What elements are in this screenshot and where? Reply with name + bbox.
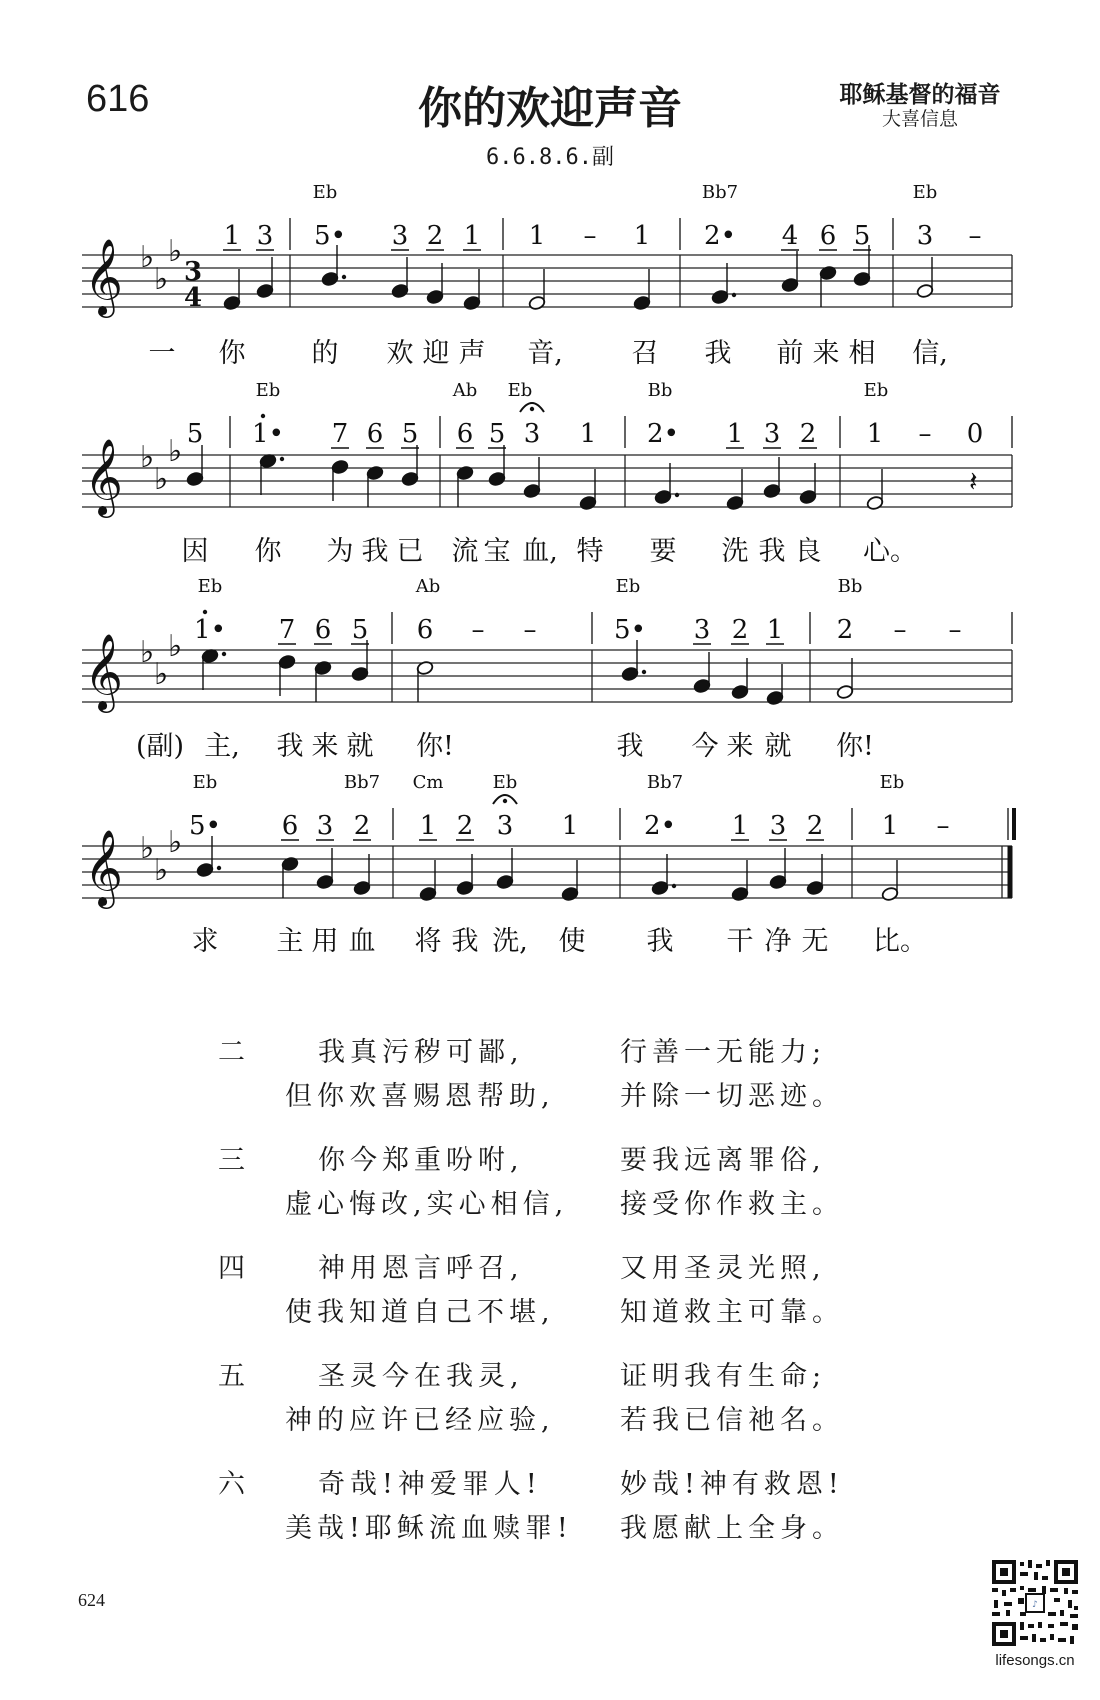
chord-symbol: Eb (879, 772, 905, 793)
lyric-syllable: 已 (396, 536, 424, 567)
jianpu-note: 1 (463, 221, 481, 251)
notehead (693, 678, 711, 693)
jianpu-note: 6 (416, 615, 434, 645)
lyric-syllable: 我 (361, 536, 389, 567)
jianpu-note: 2 (836, 615, 854, 645)
chord-symbol: Ab (415, 576, 441, 597)
jianpu-note: 5 (488, 419, 506, 449)
lyric-syllable: 净 (764, 926, 792, 957)
lyric-syllable: 前 (776, 338, 804, 369)
verse-number: 四 (218, 1253, 245, 1284)
jianpu-note: 6 (456, 419, 474, 449)
lyric-syllable: 相 (848, 338, 876, 369)
notehead (316, 874, 334, 889)
notehead (711, 289, 729, 304)
notehead (196, 862, 214, 877)
jianpu-note: 6 (366, 419, 384, 449)
lyric-syllable: 使 (558, 926, 586, 957)
jianpu-note: 3 (916, 221, 934, 251)
flat-sign-icon: ♭ (140, 635, 155, 670)
lyric-syllable: 今 (691, 731, 719, 762)
treble-clef-icon: 𝄞 (84, 438, 124, 515)
verse-line: 并除一切恶迹。 (620, 1081, 844, 1112)
jianpu-note: – (583, 221, 597, 251)
chord-symbol: Bb (647, 380, 673, 401)
lyric-syllable: 你! (836, 731, 874, 762)
jianpu-note: 4 (781, 221, 799, 251)
jianpu-note: 5 (401, 419, 419, 449)
flat-sign-icon: ♭ (140, 831, 155, 866)
verse-line: 使我知道自己不堪, (285, 1297, 555, 1328)
jianpu-note: 2• (704, 221, 736, 251)
jianpu-note: 2 (731, 615, 749, 645)
lyric-syllable: 血 (348, 926, 376, 957)
lyric-syllable: 声 (458, 338, 486, 369)
chord-symbol: Eb (507, 380, 533, 401)
jianpu-note: 6 (314, 615, 332, 645)
jianpu-note: – (893, 615, 907, 645)
lyric-syllable: 我 (646, 926, 674, 957)
jianpu-note: 7 (331, 419, 349, 449)
jianpu-note: – (918, 419, 932, 449)
flat-sign-icon: ♭ (154, 462, 169, 497)
time-signature-bottom: 4 (184, 283, 203, 313)
category-label: 耶稣基督的福音 (839, 82, 1001, 108)
jianpu-note: 2• (644, 811, 676, 841)
page-number: 624 (78, 1590, 105, 1610)
jianpu-note: 3 (496, 811, 514, 841)
lyric-syllable: 我 (704, 338, 732, 369)
lyric-syllable: 就 (764, 731, 792, 762)
jianpu-note: 1 (726, 419, 744, 449)
jianpu-note: 6 (819, 221, 837, 251)
flat-sign-icon: ♭ (168, 825, 183, 860)
lyric-syllable: 流 (451, 536, 479, 567)
lyric-syllable: 我 (616, 731, 644, 762)
jianpu-note: 0 (966, 419, 984, 449)
high-octave-dot (203, 610, 207, 614)
notehead (353, 880, 371, 895)
jianpu-note: 5 (351, 615, 369, 645)
verse-line: 你今郑重吩咐, (318, 1145, 524, 1176)
jianpu-note: 1 (223, 221, 241, 251)
chord-symbol: Cm (412, 772, 444, 793)
lyric-syllable: 用 (311, 926, 339, 957)
lyric-syllable: 欢 (386, 338, 414, 369)
chord-symbol: Eb (615, 576, 641, 597)
lyric-syllable: 无 (801, 926, 829, 957)
lyric-syllable: 音, (527, 338, 563, 369)
notehead (256, 283, 274, 298)
jianpu-note: – (968, 221, 982, 251)
lyric-syllable: 干 (726, 926, 754, 957)
lyric-syllable: (副) (135, 731, 185, 762)
jianpu-note: 1 (528, 221, 546, 251)
jianpu-note: 1 (731, 811, 749, 841)
chord-symbol: Eb (492, 772, 518, 793)
chord-symbol: Eb (192, 772, 218, 793)
lyric-syllable: 来 (812, 338, 840, 369)
notehead (496, 874, 514, 889)
verse-line: 要我远离罪俗, (620, 1145, 826, 1176)
lyric-syllable: 比。 (873, 926, 927, 957)
dot-icon (672, 884, 676, 888)
jianpu-note: 2 (799, 419, 817, 449)
jianpu-note: 3 (693, 615, 711, 645)
verse-number: 三 (218, 1145, 245, 1176)
notehead (391, 283, 409, 298)
lyric-syllable: 来 (311, 731, 339, 762)
dot-icon (222, 652, 226, 656)
notehead (654, 489, 672, 504)
subcategory-label: 大喜信息 (881, 108, 958, 130)
verse-line: 行善一无能力; (620, 1037, 827, 1068)
lyric-syllable: 求 (191, 926, 219, 957)
chord-symbol: Ab (452, 380, 478, 401)
jianpu-note: 5• (314, 221, 346, 251)
verse-line: 接受你作救主。 (620, 1189, 844, 1220)
qr-code-icon (990, 1558, 1080, 1648)
notehead (763, 483, 781, 498)
verse-line: 妙哉!神有救恩! (620, 1469, 844, 1500)
lyric-syllable: 迎 (422, 338, 450, 369)
fermata-dot (530, 407, 534, 411)
jianpu-note: 1• (194, 615, 226, 645)
verse-line: 证明我有生命; (620, 1361, 827, 1392)
lyric-syllable: 就 (346, 731, 374, 762)
dot-icon (342, 275, 346, 279)
treble-clef-icon: 𝄞 (84, 633, 124, 710)
jianpu-note: 3 (523, 419, 541, 449)
svg-text:♪: ♪ (1032, 1600, 1038, 1610)
flat-sign-icon: ♭ (154, 262, 169, 297)
jianpu-note: 6 (281, 811, 299, 841)
notehead (331, 459, 349, 474)
notehead (579, 495, 597, 510)
jianpu-note: 3 (316, 811, 334, 841)
verse-line: 圣灵今在我灵, (318, 1361, 524, 1392)
flat-sign-icon: ♭ (140, 440, 155, 475)
treble-clef-icon: 𝄞 (84, 829, 124, 906)
notehead (651, 880, 669, 895)
jianpu-note: 3 (769, 811, 787, 841)
jianpu-note: 2• (647, 419, 679, 449)
lyric-syllable: 你! (416, 731, 454, 762)
notehead (731, 886, 749, 901)
lyric-syllable: 我 (451, 926, 479, 957)
jianpu-note: 5• (189, 811, 221, 841)
jianpu-note: 1 (561, 811, 579, 841)
notehead (351, 666, 369, 681)
verse-line: 美哉!耶稣流血赎罪! (285, 1513, 573, 1544)
jianpu-note: 1 (633, 221, 651, 251)
chord-symbol: Eb (863, 380, 889, 401)
chord-symbol: Bb7 (343, 772, 381, 793)
lyric-syllable: 心。 (863, 536, 917, 567)
notehead (853, 271, 871, 286)
notehead (523, 483, 541, 498)
notehead (463, 295, 481, 310)
verse-number: 二 (218, 1037, 245, 1068)
lyric-syllable: 宝 (483, 536, 511, 567)
chord-symbol: Bb7 (701, 182, 739, 203)
meter-label: 6.6.8.6.副 (486, 145, 614, 170)
lyric-syllable: 我 (276, 731, 304, 762)
hymn-number: 616 (86, 78, 150, 120)
verse-line: 虚心悔改,实心相信, (285, 1189, 569, 1220)
chord-symbol: Eb (255, 380, 281, 401)
lyric-syllable: 因 (181, 536, 209, 567)
verse-line: 又用圣灵光照, (620, 1253, 826, 1284)
notehead (806, 880, 824, 895)
jianpu-note: 2 (806, 811, 824, 841)
notehead (916, 283, 934, 298)
jianpu-note: 1 (866, 419, 884, 449)
notehead (621, 666, 639, 681)
notehead (401, 471, 419, 486)
jianpu-note: 2 (353, 811, 371, 841)
notehead (633, 295, 651, 310)
notehead (456, 880, 474, 895)
verse-line: 但你欢喜赐恩帮助, (285, 1081, 555, 1112)
time-signature-top: 3 (184, 257, 203, 287)
lyric-syllable: 洗 (721, 536, 749, 567)
notehead (321, 271, 339, 286)
jianpu-note: 2 (426, 221, 444, 251)
lyric-syllable: 主, (204, 731, 240, 762)
notehead (866, 495, 884, 510)
dot-icon (732, 293, 736, 297)
notehead (769, 874, 787, 889)
flat-sign-icon: ♭ (168, 629, 183, 664)
notehead (528, 295, 546, 310)
website-label: lifesongs.cn (995, 1652, 1075, 1669)
jianpu-note: – (948, 615, 962, 645)
lyric-syllable: 特 (576, 536, 604, 567)
jianpu-note: – (471, 615, 485, 645)
flat-sign-icon: ♭ (168, 434, 183, 469)
verse-line: 我真污秽可鄙, (318, 1037, 524, 1068)
flat-sign-icon: ♭ (154, 657, 169, 692)
lyric-syllable: 我 (758, 536, 786, 567)
verse-line: 知道救主可靠。 (620, 1297, 844, 1328)
jianpu-note: – (523, 615, 537, 645)
verse-number: 六 (218, 1469, 245, 1500)
treble-clef-icon: 𝄞 (84, 238, 124, 315)
flat-sign-icon: ♭ (154, 853, 169, 888)
lyric-syllable: 的 (311, 338, 339, 369)
notehead (881, 886, 899, 901)
notehead (419, 886, 437, 901)
verse-line: 神的应许已经应验, (285, 1405, 555, 1436)
chord-symbol: Bb7 (646, 772, 684, 793)
chord-symbol: Eb (197, 576, 223, 597)
jianpu-note: – (936, 811, 950, 841)
jianpu-note: 5 (853, 221, 871, 251)
lyric-syllable: 你 (218, 338, 246, 369)
notehead (186, 471, 204, 486)
dot-icon (675, 493, 679, 497)
rest-icon: 𝄽 (969, 465, 978, 498)
notehead (278, 654, 296, 669)
hymn-title: 你的欢迎声音 (418, 83, 682, 134)
jianpu-note: 2 (456, 811, 474, 841)
lyric-syllable: 一 (148, 338, 176, 369)
high-octave-dot (261, 414, 265, 418)
lyric-syllable: 将 (414, 926, 442, 957)
chord-symbol: Bb (837, 576, 863, 597)
lyric-syllable: 来 (726, 731, 754, 762)
dot-icon (280, 457, 284, 461)
dot-icon (642, 670, 646, 674)
lyric-syllable: 召 (631, 338, 659, 369)
lyric-syllable: 你 (254, 536, 282, 567)
notehead (726, 495, 744, 510)
verse-line: 若我已信祂名。 (620, 1405, 844, 1436)
notehead (836, 684, 854, 699)
jianpu-note: 1• (252, 419, 284, 449)
lyric-syllable: 洗, (492, 926, 528, 957)
jianpu-note: 1 (419, 811, 437, 841)
notehead (488, 471, 506, 486)
lyric-syllable: 要 (649, 536, 677, 567)
lyric-syllable: 血, (522, 536, 558, 567)
lyric-syllable: 信, (912, 338, 948, 369)
notehead (561, 886, 579, 901)
verse-line: 我愿献上全身。 (620, 1513, 844, 1544)
jianpu-note: 7 (278, 615, 296, 645)
notehead (223, 295, 241, 310)
fermata-dot (503, 799, 507, 803)
notehead (766, 690, 784, 705)
jianpu-note: 5 (186, 419, 204, 449)
flat-sign-icon: ♭ (140, 240, 155, 275)
jianpu-note: 1 (766, 615, 784, 645)
verse-number: 五 (218, 1361, 245, 1392)
chord-symbol: Eb (312, 182, 338, 203)
notehead (799, 489, 817, 504)
notehead (781, 277, 799, 292)
flat-sign-icon: ♭ (168, 234, 183, 269)
verse-line: 奇哉!神爱罪人! (318, 1469, 542, 1500)
jianpu-note: 5• (614, 615, 646, 645)
notehead (731, 684, 749, 699)
lyric-syllable: 主 (276, 926, 304, 957)
notehead (426, 289, 444, 304)
dot-icon (217, 866, 221, 870)
lyric-syllable: 良 (794, 536, 822, 567)
chord-symbol: Eb (912, 182, 938, 203)
verse-line: 神用恩言呼召, (318, 1253, 524, 1284)
jianpu-note: 3 (763, 419, 781, 449)
lyric-syllable: 为 (326, 536, 354, 567)
jianpu-note: 1 (881, 811, 899, 841)
jianpu-note: 3 (256, 221, 274, 251)
jianpu-note: 1 (579, 419, 597, 449)
jianpu-note: 3 (391, 221, 409, 251)
